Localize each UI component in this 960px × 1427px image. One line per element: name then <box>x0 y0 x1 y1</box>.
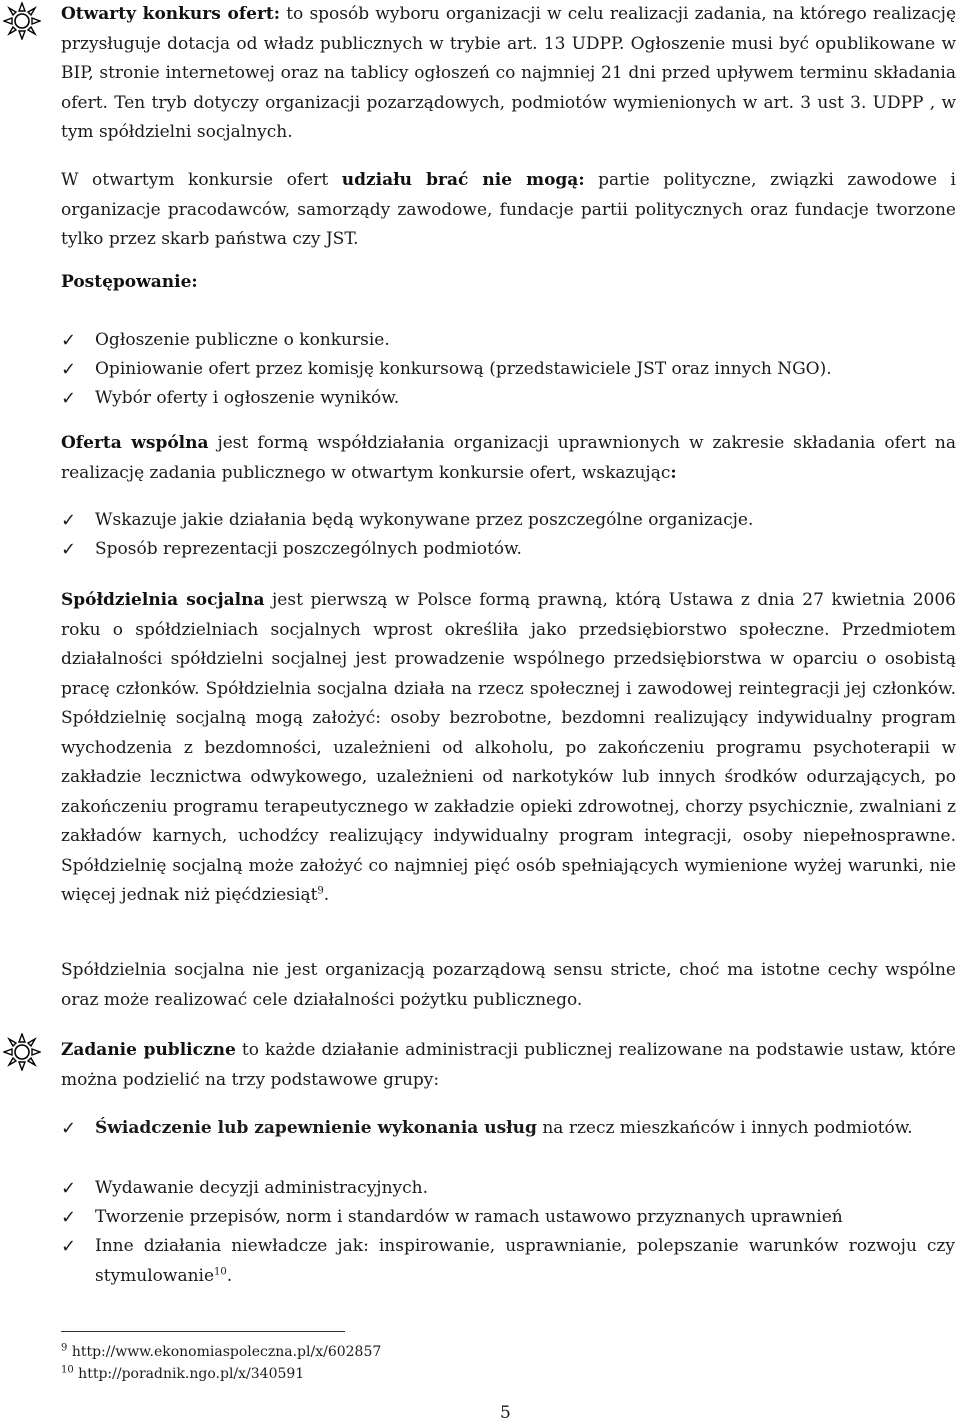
footnote <box>61 1342 381 1362</box>
paragraph-text: to każde działanie administracji publicznej realizowane na podstawie ustaw, które można podzielić na trzy podstawowe grupy: <box>61 1040 956 1090</box>
term-udzial: udziału brać nie mogą: <box>341 170 585 190</box>
list-item-text: Wydawanie decyzji administracyjnych. <box>95 1178 428 1198</box>
paragraph-otwarty-konkurs <box>61 0 956 148</box>
paragraph-zadanie-publiczne <box>61 1036 956 1095</box>
paragraph-spoldzielnia-ngo <box>61 956 956 1015</box>
sun-icon <box>3 2 41 40</box>
footnote-number: 10 <box>61 1364 74 1376</box>
list-item <box>61 355 955 385</box>
list-item-text: Wybór oferty i ogłoszenie wyników. <box>95 388 400 408</box>
term-zadanie-publiczne: Zadanie publiczne <box>61 1040 236 1060</box>
list-item-text: Sposób reprezentacji poszczególnych podmiotów. <box>95 539 522 559</box>
check-icon: ✓ <box>61 1236 77 1257</box>
list-item <box>61 1114 955 1144</box>
list-item <box>61 506 955 536</box>
paragraph-end: . <box>323 885 330 905</box>
check-icon: ✓ <box>61 539 77 560</box>
footnote-link[interactable]: http://www.ekonomiaspoleczna.pl/x/602857 <box>67 1344 382 1360</box>
colon: : <box>670 462 677 483</box>
list-item <box>61 1203 955 1233</box>
list-item-text: Inne działania niewładcze jak: inspirowanie, usprawnianie, polepszanie warunków rozwoju czy stymulowanie <box>95 1236 955 1286</box>
term-oferta-wspolna: Oferta wspólna <box>61 433 209 453</box>
term-spoldzielnia: Spółdzielnia socjalna <box>61 590 265 610</box>
footnote-link[interactable]: http://poradnik.ngo.pl/x/340591 <box>73 1366 305 1382</box>
list-item-text: Opiniowanie ofert przez komisję konkursową (przedstawiciele JST oraz innych NGO). <box>95 359 832 379</box>
sun-icon <box>3 1033 41 1071</box>
paragraph-oferta-wspolna <box>61 429 956 488</box>
page-number: 5 <box>500 1403 511 1423</box>
check-icon: ✓ <box>61 1178 77 1199</box>
check-icon: ✓ <box>61 1207 77 1228</box>
paragraph-text: W otwartym konkursie ofert <box>61 170 342 190</box>
check-icon: ✓ <box>61 359 77 380</box>
list-item <box>61 535 955 565</box>
footnote-ref: 9 <box>317 885 324 897</box>
check-icon: ✓ <box>61 1118 77 1139</box>
paragraph-text: partie polityczne, związki zawodowe i organizacje pracodawców, samorządy zawodowe, fundacje partii politycznych oraz fundacje tworzone tylko przez skarb państwa czy JST. <box>61 170 956 249</box>
check-icon: ✓ <box>61 388 77 409</box>
paragraph-text: jest formą współdziałania organizacji uprawnionych w zakresie składania ofert na realizację zadania publicznego w otwartym konkursie ofert, wskazując <box>61 433 956 483</box>
check-icon: ✓ <box>61 510 77 531</box>
list-item-end: . <box>226 1265 233 1286</box>
list-item-text: Wskazuje jakie działania będą wykonywane przez poszczególne organizacje. <box>95 510 754 530</box>
paragraph-text: to sposób wyboru organizacji w celu realizacji zadania, na którego realizację przysługuje dotacja od władz publicznych w trybie art. 13 UDPP. Ogłoszenie musi być opublikowane w BIP, stronie internetowej oraz na tablicy ogłoszeń co najmniej 21 dni przed upływem terminu składania ofert. Ten tryb dotyczy organizacji pozarządowych, podmiotów wymienionych w art. 3 ust 3. UDPP , w tym spółdzielni socjalnych. <box>61 4 957 142</box>
list-item-text: na rzecz mieszkańców i innych podmiotów. <box>536 1118 913 1138</box>
paragraph-udzial <box>61 166 956 255</box>
paragraph-spoldzielnia <box>61 586 956 911</box>
list-item <box>61 326 955 356</box>
list-item <box>61 1174 955 1204</box>
check-icon: ✓ <box>61 330 77 351</box>
list-item <box>61 384 955 414</box>
paragraph-text: Spółdzielnia socjalna nie jest organizacją pozarządową sensu stricte, choć ma istotne cechy wspólne oraz może realizować cele działalności pożytku publicznego. <box>61 960 956 1010</box>
paragraph-text: jest pierwszą w Polsce formą prawną, którą Ustawa z dnia 27 kwietnia 2006 roku o spółdzielniach socjalnych wprost określiła jako przedsiębiorstwo społeczne. Przedmiotem działalności spółdzielni socjalnej jest prowadzenie wspólnego przedsiębiorstwa w oparciu o osobistą pracę członków. Spółdzielnia socjalna działa na rzecz społecznej i zawodowej reintegracji jej członków. Spółdzielnię socjalną mogą założyć: osoby bezrobotne, bezdomni realizujący indywidualny program wychodzenia z bezdomności, uzależnieni od alkoholu, po zakończeniu programu psychoterapii w zakładzie lecznictwa odwykowego, uzależnieni od narkotyków lub innych środków odurzających, po zakończeniu programu terapeutycznego w zakładzie opieki zdrowotnej, chorzy psychicznie, zwalniani z zakładów karnych, uchodźcy realizujący indywidualny program integracji, osoby niepełnosprawne. Spółdzielnię socjalną może założyć co najmniej pięć osób spełniających wymienione wyżej warunki, nie więcej jednak niż pięćdziesiąt <box>61 590 956 905</box>
footnote-ref: 10 <box>214 1265 227 1277</box>
list-item-term: Świadczenie lub zapewnienie wykonania usług <box>95 1118 537 1138</box>
list-item <box>61 1232 955 1291</box>
list-item-text: Tworzenie przepisów, norm i standardów w ramach ustawowo przyznanych uprawnień <box>95 1207 843 1227</box>
footnote-number: 9 <box>61 1342 68 1354</box>
list-item-text: Ogłoszenie publiczne o konkursie. <box>95 330 390 350</box>
footnote-separator <box>61 1331 345 1332</box>
heading-postepowanie: Postępowanie: <box>61 272 198 292</box>
footnote <box>61 1364 304 1384</box>
term-otwarty-konkurs: Otwarty konkurs ofert: <box>61 4 281 24</box>
